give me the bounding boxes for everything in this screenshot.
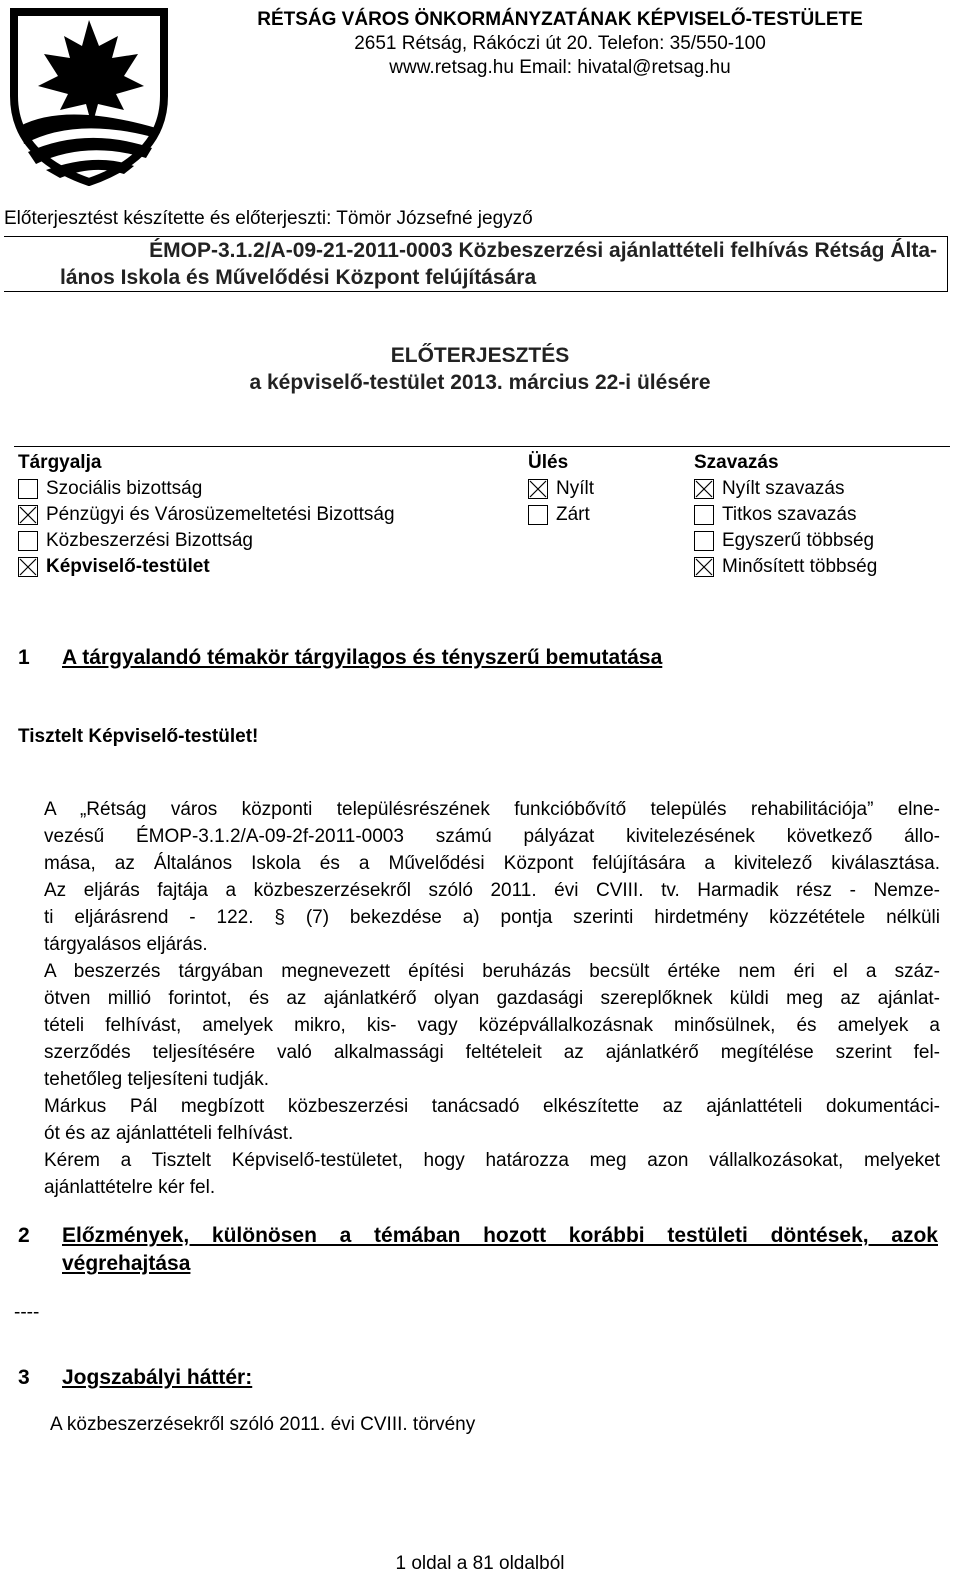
section-2-title-line-1: Előzmények, különösen a témában hozott korábbi testületi döntések, azok [62,1224,938,1247]
header-title: RÉTSÁG VÁROS ÖNKORMÁNYZATÁNAK KÉPVISELŐ-TESTÜLETE [257,9,863,30]
page-footer: 1 oldal a 81 oldalból [395,1553,565,1574]
checkbox-icon[interactable] [694,505,714,525]
ules-column [528,450,594,528]
body-line: Az eljárás fajtája a közbeszerzésekről szóló 2011. évi CVIII. tv. Harmadik rész - Nemze- [44,880,940,901]
subject-line-1: ÉMOP-3.1.2/A-09-21-2011-0003 Közbeszerzési ajánlattételi felhívás Rétság Álta- [149,239,937,262]
body-line: ót és az ajánlattételi felhívást. [44,1123,294,1144]
subject-box [4,236,948,292]
ules-header: Ülés [528,452,569,473]
section-2-title-line-2: végrehajtása [62,1252,191,1275]
body-text [44,796,940,1201]
section-3-title: Jogszabályi háttér: [62,1366,253,1389]
checkbox-icon[interactable] [528,505,548,525]
szavazas-option-row [694,554,877,580]
szavazas-column [694,450,877,580]
checkbox-icon[interactable] [18,479,38,499]
town-crest-icon [6,6,172,186]
document-heading: ELŐTERJESZTÉS [390,344,570,367]
body-line: mása, az Általános Iskola és a Művelődési Központ felújítására a kivitelező kiválasztása. [44,853,940,874]
szavazas-option-label: Minősített többség [722,556,878,577]
targyalja-option-label: Képviselő-testület [46,556,210,577]
szavazas-option-label: Titkos szavazás [722,504,857,525]
subject-line-2: lános Iskola és Művelődési Központ felújítására [60,266,537,289]
section-1-title: A tárgyalandó témakör tárgyilagos és tényszerű bemutatása [62,646,663,669]
section-2-content: ---- [14,1302,40,1323]
targyalja-column [18,450,395,580]
checkbox-icon[interactable] [18,531,38,551]
ules-option-row [528,502,594,528]
targyalja-option-row [18,554,395,580]
body-line: Márkus Pál megbízott közbeszerzési tanácsadó elkészítette az ajánlattételi dokumentáci- [44,1096,940,1117]
body-line: vezésű ÉMOP-3.1.2/A-09-2f-2011-0003 számú pályázat kivitelezésének következő állo- [44,826,940,847]
targyalja-header: Tárgyalja [18,452,102,473]
body-line: A beszerzés tárgyában megnevezett építési beruházás becsült értéke nem éri el a száz- [44,961,940,982]
checked-box-icon[interactable] [18,505,38,525]
header-address: 2651 Rétság, Rákóczi út 20. Telefon: 35/550-100 [354,33,766,54]
section-2-number: 2 [18,1224,30,1247]
body-line: ti eljárásrend - 122. § (7) bekezdése a) pontja szerinti hirdetmény közzététele nélküli [44,907,940,928]
checked-box-icon[interactable] [18,557,38,577]
law-reference: A közbeszerzésekről szóló 2011. évi CVIII. törvény [50,1414,476,1435]
divider [14,446,950,447]
body-line: A „Rétság város központi településrészének funkcióbővítő település rehabilitációja” elne- [44,799,940,820]
szavazas-option-label: Nyílt szavazás [722,478,845,499]
header-contact: www.retsag.hu Email: hivatal@retsag.hu [389,57,731,78]
body-line: tehetőleg teljesíteni tudják. [44,1069,269,1090]
ules-option-row [528,476,594,502]
szavazas-option-row [694,528,877,554]
ules-option-label: Zárt [556,504,590,525]
ules-option-label: Nyílt [556,478,594,499]
szavazas-option-row [694,502,877,528]
targyalja-option-row [18,528,395,554]
section-1-heading [18,644,938,672]
checked-box-icon[interactable] [694,479,714,499]
targyalja-option-label: Szociális bizottság [46,478,203,499]
body-line: szerződés teljesítésére való alkalmassági feltételeit az ajánlatkérő megítélése szerint fel- [44,1042,940,1063]
body-line: ötven millió forintot, és az ajánlatkérő olyan gazdasági szereplőknek küldi meg az ajánlat- [44,988,940,1009]
szavazas-option-label: Egyszerű többség [722,530,875,551]
targyalja-option-label: Közbeszerzési Bizottság [46,530,253,551]
body-line: Kérem a Tisztelt Képviselő-testületet, hogy határozza meg azon vállalkozásokat, melyeket [44,1150,940,1171]
body-line: tételi felhívást, amelyek mikro, kis- vagy középvállalkozásnak minősülnek, és amelyek a [44,1015,940,1036]
targyalja-option-row [18,476,395,502]
checked-box-icon[interactable] [694,557,714,577]
section-1-number: 1 [18,646,30,669]
greeting: Tisztelt Képviselő-testület! [18,726,259,747]
szavazas-option-row [694,476,877,502]
body-line: tárgyalásos eljárás. [44,934,208,955]
section-3-heading [18,1364,938,1392]
targyalja-option-row [18,502,395,528]
section-3-number: 3 [18,1366,30,1389]
checkbox-icon[interactable] [694,531,714,551]
targyalja-option-label: Pénzügyi és Városüzemeltetési Bizottság [46,504,395,525]
body-line: ajánlattételre kér fel. [44,1177,216,1198]
checked-box-icon[interactable] [528,479,548,499]
section-2-title [62,1222,938,1278]
section-2-heading [18,1222,938,1278]
document-subheading: a képviselő-testület 2013. március 22-i ülésére [249,371,711,394]
szavazas-header: Szavazás [694,452,779,473]
prepared-by: Előterjesztést készítette és előterjeszti: Tömör Józsefné jegyző [4,208,533,229]
